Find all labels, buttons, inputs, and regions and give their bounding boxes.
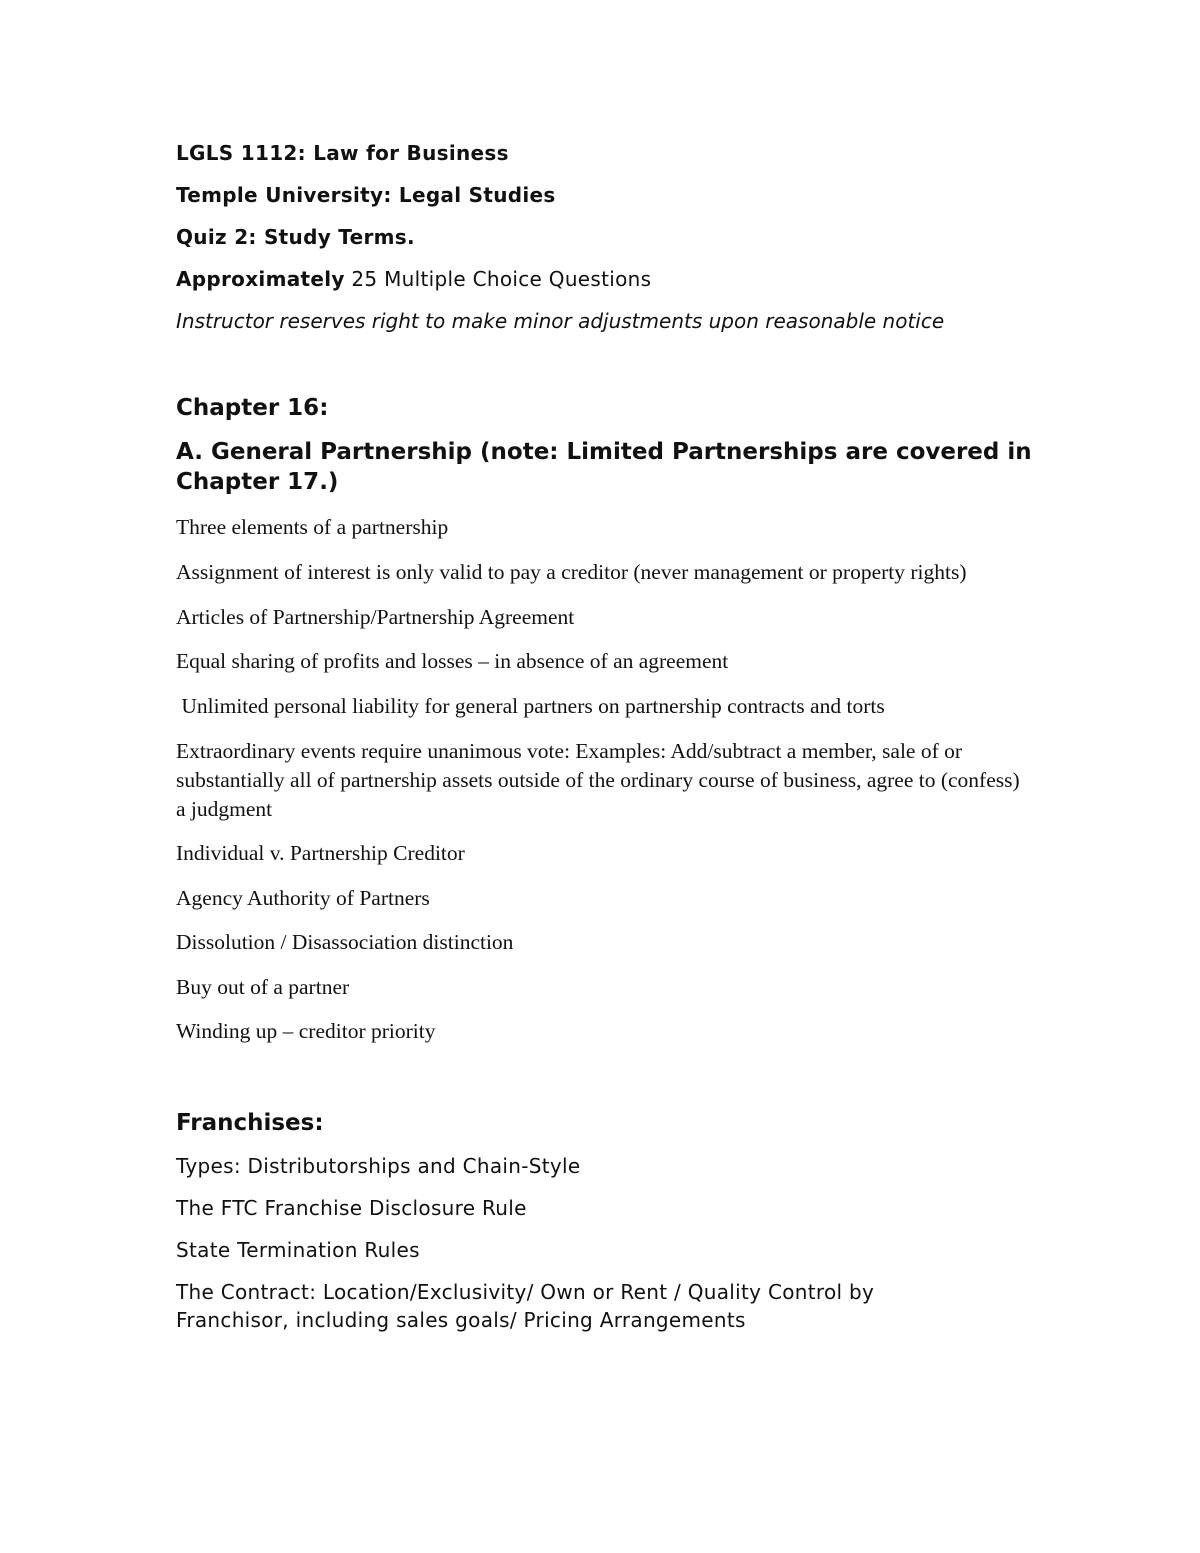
list-item: Equal sharing of profits and losses – in absence of an agreement (176, 649, 729, 673)
general-partnership-heading: A. General Partnership (note: Limited Partnerships are covered in Chapter 17.) (176, 439, 1032, 495)
list-item: Dissolution / Disassociation distinction (176, 930, 514, 954)
list-item: Three elements of a partnership (176, 515, 449, 539)
franchises-heading: Franchises: (176, 1110, 324, 1136)
list-item: Extraordinary events require unanimous vote: Examples: Add/subtract a member, sale of or substantially all of partnership assets outside of the ordinary course of business, agree to (confess) a judgment (176, 739, 1020, 821)
list-item: Unlimited personal liability for general partners on partnership contracts and torts (176, 694, 885, 718)
quiz-title: Quiz 2: Study Terms. (176, 225, 415, 249)
approx-text: 25 Multiple Choice Questions (344, 267, 652, 291)
question-count-line (176, 265, 1036, 293)
list-item: Agency Authority of Partners (176, 886, 430, 910)
list-item: The FTC Franchise Disclosure Rule (176, 1196, 527, 1220)
list-item: Individual v. Partnership Creditor (176, 841, 465, 865)
university-line: Temple University: Legal Studies (176, 183, 556, 207)
list-item: Articles of Partnership/Partnership Agreement (176, 605, 575, 629)
list-item: The Contract: Location/Exclusivity/ Own or Rent / Quality Control by Franchisor, including sales goals/ Pricing Arrangements (176, 1280, 875, 1332)
list-item: Types: Distributorships and Chain-Style (176, 1154, 581, 1178)
approx-label: Approximately (176, 267, 345, 291)
list-item: State Termination Rules (176, 1238, 420, 1262)
document-content (176, 139, 1036, 1334)
chapter-16-heading: Chapter 16: (176, 395, 329, 421)
instructor-notice: Instructor reserves right to make minor adjustments upon reasonable notice (176, 309, 945, 333)
list-item: Winding up – creditor priority (176, 1019, 436, 1043)
list-item: Assignment of interest is only valid to pay a creditor (never management or property rights) (176, 560, 967, 584)
course-title: LGLS 1112: Law for Business (176, 141, 509, 165)
list-item: Buy out of a partner (176, 975, 350, 999)
